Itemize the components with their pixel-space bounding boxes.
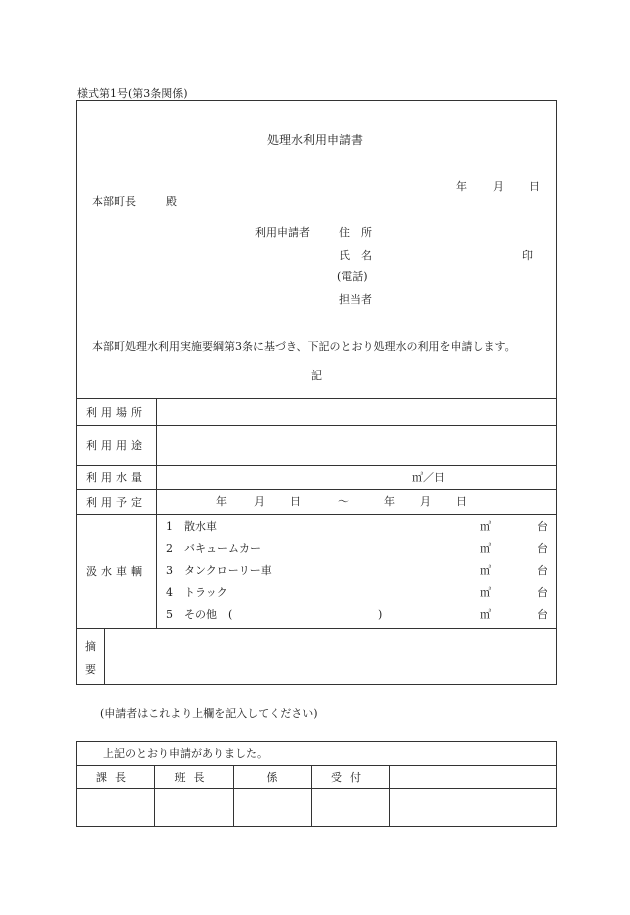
reception-header: 受付 [331,770,369,784]
vehicle-name: タンクローリー車 [184,564,272,577]
applicant-label: 利用申請者 [255,226,310,239]
vehicle-number: 4 [166,586,173,599]
vehicle-name: トラック [184,586,228,599]
usage-volume-label: 利用水量 [86,471,146,484]
team-leader-stamp-cell[interactable] [155,789,233,826]
phone-label: (電話) [337,270,368,283]
ki-label: 記 [311,369,322,382]
team-leader-header: 班長 [174,770,213,784]
vehicle-capacity-unit: ㎥ [480,520,491,533]
vehicles-label: 汲水車輌 [86,565,146,578]
date-day-label: 日 [529,180,540,193]
vehicle-count-unit: 台 [537,564,548,577]
received-statement: 上記のとおり申請がありました。 [103,747,268,760]
vehicle-count-unit: 台 [537,608,548,621]
name-label: 氏 名 [339,249,372,262]
date-year-label: 年 [456,180,467,193]
vehicle-count-unit: 台 [537,520,548,533]
vehicle-capacity-unit: ㎥ [480,564,491,577]
remarks-label-1: 摘 [85,640,96,653]
vehicle-number: 3 [166,564,173,577]
vehicle-capacity-unit: ㎥ [480,586,491,599]
schedule-start-month: 月 [254,495,265,508]
section-chief-stamp-cell[interactable] [77,789,154,826]
schedule-start-year: 年 [216,495,227,508]
remarks-field[interactable] [105,629,556,684]
section-chief-header: 課長 [96,770,134,784]
seal-mark: 印 [522,249,533,262]
staff-stamp-cell[interactable] [234,789,311,826]
form-number: 様式第1号(第3条関係) [77,87,188,100]
vehicle-capacity-unit: ㎥ [480,608,491,621]
reception-stamp-cell[interactable] [312,789,389,826]
vehicle-count-unit: 台 [537,542,548,555]
vehicle-number: 5 [166,608,173,621]
usage-purpose-field[interactable] [157,426,556,464]
extra-stamp-cell[interactable] [390,789,556,826]
application-statement: 本部町処理水利用実施要綱第3条に基づき、下記のとおり処理水の利用を申請します。 [92,340,516,353]
schedule-start-day: 日 [290,495,301,508]
applicant-note: (申請者はこれより上欄を記入してください) [100,707,318,720]
volume-unit: ㎥／日 [412,471,445,484]
address-label: 住 所 [339,226,372,239]
remarks-label-2: 要 [85,663,96,676]
schedule-end-year: 年 [384,495,395,508]
vehicle-capacity-unit: ㎥ [480,542,491,555]
schedule-end-month: 月 [420,495,431,508]
usage-place-field[interactable] [157,399,556,424]
vehicle-number: 2 [166,542,173,555]
form-title: 処理水利用申請書 [267,133,364,147]
usage-schedule-label: 利用予定 [86,495,146,509]
addressee-name: 本部町長 [92,195,136,208]
vehicle-count-unit: 台 [537,586,548,599]
staff-header: 係 [266,770,278,784]
vehicle-name: バキュームカー [184,542,261,555]
vehicle-number: 1 [166,520,173,533]
vehicle-other-close-paren: ) [378,608,383,621]
vehicle-name: その他 ( [184,608,233,621]
contact-label: 担当者 [339,293,372,306]
schedule-tilde: ～ [338,495,349,508]
schedule-end-day: 日 [456,495,467,508]
usage-volume-field[interactable] [157,466,407,488]
vehicle-name: 散水車 [184,520,217,533]
usage-place-label: 利用場所 [86,405,146,419]
usage-purpose-label: 利用用途 [86,439,146,452]
date-month-label: 月 [493,180,504,193]
addressee-honorific: 殿 [166,195,177,208]
